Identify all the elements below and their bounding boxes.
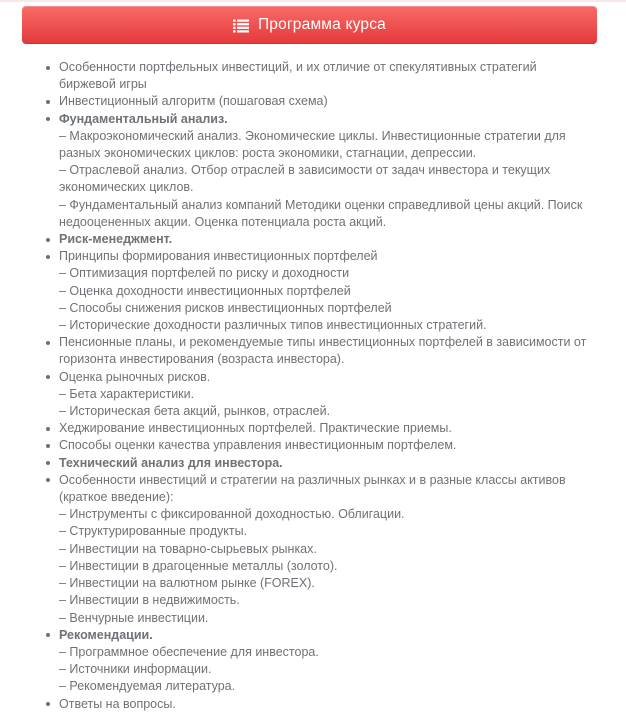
sub-item: – Программное обеспечение для инвестора. xyxy=(59,644,319,659)
sub-item: – Способы снижения рисков инвестиционных портфелей xyxy=(59,300,392,315)
list-item-text: Оценка рыночных рисков. xyxy=(59,369,211,384)
sub-item: – Бета характеристики. xyxy=(59,386,195,401)
sub-item: – Инвестиции на валютном рынке (FOREX). xyxy=(59,576,315,591)
sub-item: – Историческая бета акций, рынков, отраслей. xyxy=(59,404,331,419)
program-list xyxy=(0,59,626,713)
list-item-text: Особенности инвестиций и стратегии на различных рынках и в разные классы активов (краткое введение): xyxy=(59,472,566,505)
list-item-text: Технический анализ для инвестора. xyxy=(59,455,283,470)
list-item xyxy=(59,455,590,472)
list-icon xyxy=(233,19,249,33)
sub-item: – Источники информации. xyxy=(59,662,212,677)
sub-item: – Оптимизация портфелей по риску и доходности xyxy=(59,266,350,281)
sub-item: – Фундаментальный анализ компаний Методики оценки справедливой цены акций. Поиск недооцененных акции. Оценка потенциала роста акций. xyxy=(59,197,583,229)
sub-item: – Рекомендуемая литература. xyxy=(59,679,236,694)
sub-item: – Инвестиции в недвижимость. xyxy=(59,593,240,608)
list-item-text: Ответы на вопросы. xyxy=(59,696,176,711)
list-item xyxy=(59,420,590,437)
list-item-text: Способы оценки качества управления инвестиционным портфелем. xyxy=(59,438,457,453)
list-item-text: Пенсионные планы, и рекомендуемые типы инвестиционных портфелей в зависимости от горизонта инвестирования (возраста инвестора). xyxy=(59,335,587,367)
list-item-text: Инвестиционный алгоритм (пошаговая схема) xyxy=(59,94,328,109)
course-program-label: Программа курса xyxy=(257,16,387,33)
sub-item: – Структурированные продукты. xyxy=(59,524,248,539)
list-item xyxy=(59,369,590,421)
list-item-text: Риск-менеджмент. xyxy=(59,232,173,247)
list-item xyxy=(59,627,590,696)
sub-item: – Венчурные инвестиции. xyxy=(59,610,209,625)
list-item-text: Рекомендации. xyxy=(59,627,153,642)
sub-item: – Макроэкономический анализ. Экономические циклы. Инвестиционные стратегии для разных экономических циклов: роста экономики, стагнации, депрессии. xyxy=(59,128,566,161)
list-item xyxy=(59,111,590,231)
list-item xyxy=(59,93,590,110)
list-item xyxy=(59,472,590,627)
list-item-text: Фундаментальный анализ. xyxy=(59,111,228,126)
list-item xyxy=(59,231,590,248)
list-item xyxy=(59,437,590,454)
sub-item: – Исторические доходности различных типов инвестиционных стратегий. xyxy=(59,318,487,333)
top-divider xyxy=(0,0,626,2)
course-program-button[interactable] xyxy=(22,6,597,44)
sub-item: – Инвестиции на товарно-сырьевых рынках. xyxy=(59,541,317,556)
list-item-text: Особенности портфельных инвестиций, и их отличие от спекулятивных стратегий биржевой игры xyxy=(59,60,537,92)
list-item xyxy=(59,696,590,713)
list-item xyxy=(59,59,590,93)
list-item-text: Хеджирование инвестиционных портфелей. Практические приемы. xyxy=(59,421,452,436)
sub-item: – Инвестиции в драгоценные металлы (золото). xyxy=(59,558,338,573)
list-item xyxy=(59,334,590,368)
sub-item: – Отраслевой анализ. Отбор отраслей в зависимости от задач инвестора и текущих экономических циклов. xyxy=(59,163,551,195)
list-item-text: Принципы формирования инвестиционных портфелей xyxy=(59,249,378,264)
list-item xyxy=(59,248,590,334)
sub-item: – Инструменты с фиксированной доходностью. Облигации. xyxy=(59,507,405,522)
sub-item: – Оценка доходности инвестиционных портфелей xyxy=(59,283,351,298)
